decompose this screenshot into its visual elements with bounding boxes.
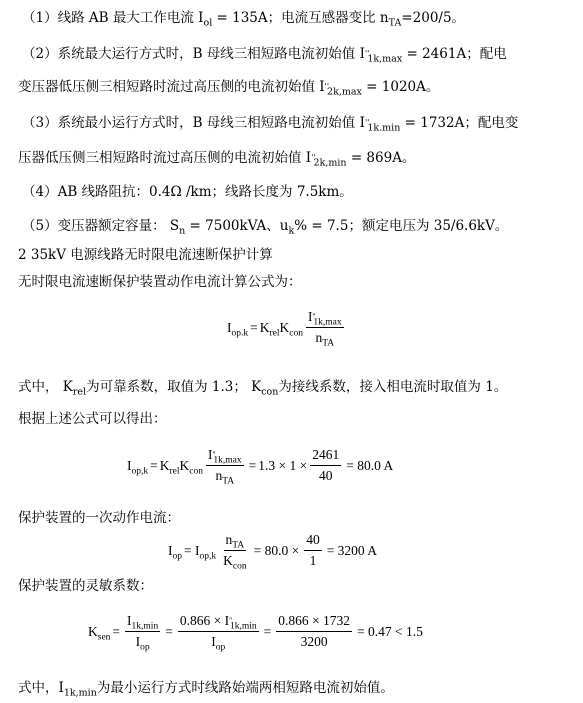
eq3-num2: 40 <box>304 531 322 551</box>
eq3-den1: $K_{con}$ <box>223 553 247 572</box>
item-3b-sub: 2k,min <box>313 157 347 169</box>
item-5-sub: n <box>179 225 186 237</box>
eq4-result: = 0.47 < 1.5 <box>356 623 423 639</box>
item-1-text: （1）线路 AB 最大工作电流 I <box>22 10 204 26</box>
formula-3 <box>168 531 379 570</box>
item-4: （4）AB 线路阻抗：0.4Ω /km；线路长度为 7.5km。 <box>22 184 353 200</box>
eq3-coef: = 80.0 × <box>253 542 300 558</box>
item-3: （3）系统最小运行方式时，B 母线三相短路电流初始值 $I''_{1k.min} = 1732A$；配电变 <box>22 115 519 134</box>
item-3b-tail: = 869A。 <box>346 150 416 166</box>
item-2-tail: = 2461A；配电 <box>402 46 507 62</box>
item-5-text: （5）变压器额定容量： S <box>22 218 180 234</box>
item-5 <box>22 216 508 236</box>
eq2-num1: $I''_{1k,max}$ <box>208 447 242 466</box>
eq1-numerator: $I''_{1k,max}$ <box>308 309 342 328</box>
eq4-den3: 3200 <box>300 634 328 649</box>
item-3-sub: 1k.min <box>367 122 401 134</box>
primary-text: 保护装置的一次动作电流： <box>18 510 180 526</box>
eq3-num1: $n_{TA}$ <box>225 532 245 551</box>
item-2-cont: 变压器低压侧三相短路时流过高压侧的电流初始值 $I''_{2k,max} = 1020A$。 <box>18 79 440 98</box>
eq4-equals: = <box>112 623 121 639</box>
item-3-cont: 压器低压侧三相短路时流过高压侧的电流初始值 $I''_{2k,min} = 869A$。 <box>18 150 416 169</box>
eq4-num2: $0.866 \times I''_{1k,min}$ <box>179 613 257 632</box>
eq4-fraction-3 <box>276 612 352 651</box>
eq2-den2: 40 <box>318 468 333 483</box>
eq1-k: $K_{rel}K_{con}$ <box>259 319 303 339</box>
formula-2 <box>127 446 395 485</box>
eq1-lhs: $I_{op.k}$ <box>227 319 249 339</box>
item-5-sub2: k <box>288 225 295 237</box>
eq4-fraction-2 <box>178 612 259 651</box>
item-5-tail: % = 7.5；额定电压为 35/6.6kV。 <box>294 218 509 234</box>
derive-text: 根据上述公式可以得出： <box>18 411 167 427</box>
eq3-den2: 1 <box>309 553 317 568</box>
eq2-den1: $n_{TA}$ <box>215 468 235 487</box>
eq4-den1: $I_{op}$ <box>135 634 150 653</box>
eq4-equals-3: = <box>263 623 272 639</box>
item-2b-tail: = 1020A。 <box>361 79 440 95</box>
footer-text: 式中，$I_{1k,min}$为最小运行方式时线路始端两相短路电流初始值。 <box>18 680 394 699</box>
formula-4 <box>88 612 425 651</box>
item-3-tail: = 1732A；配电变 <box>400 115 519 131</box>
eq4-num1: $I_{1k,min}$ <box>127 613 159 632</box>
eq2-equals-2: = <box>248 457 257 473</box>
eq1-denominator: $n_{TA}$ <box>315 330 335 349</box>
item-3b-text: 压器低压侧三相短路时流过高压侧的电流初始值 I <box>18 150 312 166</box>
eq4-lhs: $K_{sen}$ <box>88 623 111 643</box>
sensitivity-text: 保护装置的灵敏系数： <box>18 578 153 594</box>
item-5-mid: = 7500kVA、u <box>185 218 289 234</box>
item-1 <box>22 8 465 28</box>
eq4-num3: 0.866 × 1732 <box>276 612 352 632</box>
eq3-mid: = $I_{op,k}$ <box>184 542 217 562</box>
eq3-fraction-2 <box>304 531 322 570</box>
eq2-num2: 2461 <box>310 446 341 466</box>
eq2-fraction-1 <box>206 446 244 485</box>
item-2: （2）系统最大运行方式时，B 母线三相短路电流初始值 $I''_{1k,max} = 2461A$；配电 <box>22 46 507 65</box>
item-1-mid: = 135A；电流互感器变比 n <box>212 10 389 26</box>
item-2b-text: 变压器低压侧三相短路时流过高压侧的电流初始值 I <box>18 79 325 95</box>
eq2-result: = 80.0 A <box>346 457 394 473</box>
eq2-fraction-2 <box>310 446 341 485</box>
eq4-den2: $I_{op}$ <box>211 634 226 653</box>
explain-text: 式中， $K_{rel}$为可靠系数，取值为 1.3； $K_{con}$为接线系数，接入相电流时取值为 1。 <box>18 379 508 398</box>
item-3-text: （3）系统最小运行方式时，B 母线三相短路电流初始值 I <box>22 115 365 131</box>
eq1-equals: = <box>250 319 258 335</box>
eq3-result: = 3200 A <box>326 542 378 558</box>
eq3-lhs: $I_{op}$ <box>168 542 182 562</box>
eq2-equals: = <box>150 457 158 473</box>
item-2-text: （2）系统最大运行方式时，B 母线三相短路电流初始值 I <box>22 46 365 62</box>
eq1-fraction <box>306 308 344 347</box>
item-2-sub: 1k,max <box>367 53 403 65</box>
eq4-equals-2: = <box>165 623 173 639</box>
eq2-lhs: $I_{op,k}$ <box>127 457 149 477</box>
item-1-sub: ol <box>203 17 213 29</box>
eq3-fraction-1 <box>221 531 248 570</box>
section-heading: 2 35kV 电源线路无时限电流速断保护计算 <box>18 247 273 263</box>
formula-1 <box>227 308 347 347</box>
eq2-k: $K_{rel}K_{con}$ <box>159 457 203 477</box>
item-1-sub2: TA <box>388 17 402 29</box>
item-1-tail: =200/5。 <box>401 10 466 26</box>
eq2-coef: 1.3 × 1 × <box>258 457 308 473</box>
item-2b-sub: 2k,max <box>327 86 362 98</box>
eq4-fraction-1 <box>125 612 160 651</box>
intro-text: 无时限电流速断保护装置动作电流计算公式为： <box>18 274 302 290</box>
